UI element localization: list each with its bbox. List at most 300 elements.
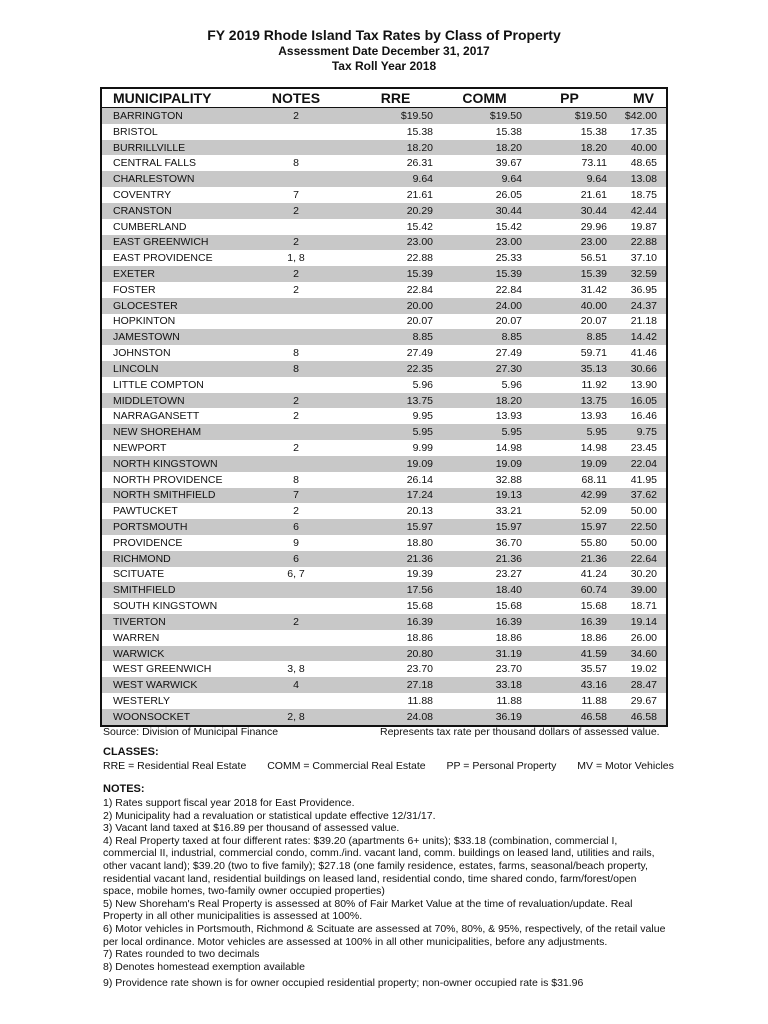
cell-comm: 22.84 — [438, 282, 527, 298]
cell-pp: 21.61 — [527, 187, 612, 203]
table-body — [102, 108, 666, 725]
table-row — [102, 345, 666, 361]
cell-pp: 43.16 — [527, 677, 612, 693]
table-row — [102, 519, 666, 535]
note-item: 5) New Shoreham's Real Property is assessed at 80% of Fair Market Value at the time of revaluation/update. Real Property in all other municipalities is assessed at 100%. — [103, 897, 633, 923]
cell-municipality: NEWPORT — [102, 440, 251, 456]
table-row — [102, 661, 666, 677]
tax-roll-year: Tax Roll Year 2018 — [331, 59, 437, 73]
cell-pp: 30.44 — [527, 203, 612, 219]
cell-rre: 23.00 — [341, 235, 438, 251]
cell-rre: 15.68 — [341, 598, 438, 614]
cell-mv: 39.00 — [612, 582, 666, 598]
cell-municipality: JAMESTOWN — [102, 329, 251, 345]
cell-rre: 20.00 — [341, 298, 438, 314]
cell-mv: 48.65 — [612, 155, 666, 171]
cell-comm: 30.44 — [438, 203, 527, 219]
cell-pp: 19.09 — [527, 456, 612, 472]
cell-municipality: LITTLE COMPTON — [102, 377, 251, 393]
cell-mv: 32.59 — [612, 266, 666, 282]
cell-mv: 28.47 — [612, 677, 666, 693]
cell-municipality: NARRAGANSETT — [102, 408, 251, 424]
cell-notes — [251, 693, 341, 709]
header-notes: NOTES — [251, 89, 341, 108]
cell-rre: 11.88 — [341, 693, 438, 709]
cell-notes — [251, 630, 341, 646]
cell-comm: 23.00 — [438, 235, 527, 251]
cell-mv: 37.10 — [612, 250, 666, 266]
cell-mv: 22.50 — [612, 519, 666, 535]
cell-comm: 33.21 — [438, 503, 527, 519]
header-pp: PP — [527, 89, 612, 108]
cell-municipality: CHARLESTOWN — [102, 171, 251, 187]
cell-notes: 2, 8 — [251, 709, 341, 725]
cell-comm: 18.40 — [438, 582, 527, 598]
cell-pp: 73.11 — [527, 155, 612, 171]
cell-notes: 6 — [251, 551, 341, 567]
cell-mv: 16.05 — [612, 393, 666, 409]
cell-comm: $19.50 — [438, 108, 527, 124]
cell-rre: 18.80 — [341, 535, 438, 551]
cell-comm: 36.19 — [438, 709, 527, 725]
table-row — [102, 171, 666, 187]
header-municipality: MUNICIPALITY — [102, 89, 251, 108]
cell-pp: 13.93 — [527, 408, 612, 424]
cell-comm: 19.09 — [438, 456, 527, 472]
cell-notes: 6, 7 — [251, 567, 341, 583]
cell-comm: 25.33 — [438, 250, 527, 266]
cell-pp: 55.80 — [527, 535, 612, 551]
cell-rre: 16.39 — [341, 614, 438, 630]
table-row — [102, 329, 666, 345]
cell-rre: 17.56 — [341, 582, 438, 598]
cell-pp: 23.00 — [527, 235, 612, 251]
header-comm: COMM — [438, 89, 527, 108]
cell-pp: 41.24 — [527, 567, 612, 583]
cell-pp: 52.09 — [527, 503, 612, 519]
table-row — [102, 155, 666, 171]
cell-rre: 15.42 — [341, 219, 438, 235]
cell-municipality: WARREN — [102, 630, 251, 646]
cell-rre: 18.86 — [341, 630, 438, 646]
cell-mv: 30.20 — [612, 567, 666, 583]
cell-notes: 2 — [251, 440, 341, 456]
table-row — [102, 408, 666, 424]
cell-rre: 20.13 — [341, 503, 438, 519]
cell-comm: 18.86 — [438, 630, 527, 646]
cell-pp: 21.36 — [527, 551, 612, 567]
table-row — [102, 361, 666, 377]
cell-pp: 46.58 — [527, 709, 612, 725]
cell-municipality: BURRILLVILLE — [102, 140, 251, 156]
cell-mv: 19.14 — [612, 614, 666, 630]
cell-municipality: CRANSTON — [102, 203, 251, 219]
tax-rate-table — [100, 87, 668, 727]
table-row — [102, 503, 666, 519]
cell-municipality: COVENTRY — [102, 187, 251, 203]
cell-rre: 9.95 — [341, 408, 438, 424]
cell-municipality: HOPKINTON — [102, 314, 251, 330]
table-row — [102, 235, 666, 251]
cell-notes: 2 — [251, 393, 341, 409]
table-row — [102, 219, 666, 235]
table-row — [102, 677, 666, 693]
cell-notes: 9 — [251, 535, 341, 551]
cell-pp: 18.86 — [527, 630, 612, 646]
page-title: FY 2019 Rhode Island Tax Rates by Class of Property — [207, 27, 561, 43]
cell-mv: 36.95 — [612, 282, 666, 298]
cell-rre: 26.31 — [341, 155, 438, 171]
table-row — [102, 567, 666, 583]
table-row — [102, 693, 666, 709]
cell-mv: 22.88 — [612, 235, 666, 251]
cell-comm: 39.67 — [438, 155, 527, 171]
cell-comm: 36.70 — [438, 535, 527, 551]
cell-rre: 9.99 — [341, 440, 438, 456]
cell-mv: 41.95 — [612, 472, 666, 488]
cell-mv: 50.00 — [612, 535, 666, 551]
cell-rre: 20.29 — [341, 203, 438, 219]
cell-pp: 31.42 — [527, 282, 612, 298]
cell-mv: 41.46 — [612, 345, 666, 361]
cell-mv: 37.62 — [612, 488, 666, 504]
cell-municipality: GLOCESTER — [102, 298, 251, 314]
cell-mv: 24.37 — [612, 298, 666, 314]
cell-mv: 34.60 — [612, 646, 666, 662]
cell-mv: 9.75 — [612, 424, 666, 440]
cell-comm: 8.85 — [438, 329, 527, 345]
cell-pp: 68.11 — [527, 472, 612, 488]
table-row — [102, 314, 666, 330]
cell-comm: 20.07 — [438, 314, 527, 330]
table-row — [102, 614, 666, 630]
cell-comm: 21.36 — [438, 551, 527, 567]
cell-mv: 21.18 — [612, 314, 666, 330]
cell-pp: 29.96 — [527, 219, 612, 235]
cell-rre: 18.20 — [341, 140, 438, 156]
cell-municipality: NEW SHOREHAM — [102, 424, 251, 440]
cell-mv: 13.08 — [612, 171, 666, 187]
cell-pp: 18.20 — [527, 140, 612, 156]
header-mv: MV — [612, 89, 666, 108]
table-row — [102, 282, 666, 298]
cell-notes: 2 — [251, 408, 341, 424]
cell-comm: 5.96 — [438, 377, 527, 393]
table-row — [102, 424, 666, 440]
cell-comm: 13.93 — [438, 408, 527, 424]
header-rre: RRE — [341, 89, 438, 108]
classes-legend — [103, 760, 703, 772]
class-mv: MV = Motor Vehicles — [577, 760, 674, 772]
cell-notes — [251, 124, 341, 140]
cell-pp: 56.51 — [527, 250, 612, 266]
cell-pp: 35.13 — [527, 361, 612, 377]
table-row — [102, 488, 666, 504]
cell-municipality: EAST GREENWICH — [102, 235, 251, 251]
source-note: Source: Division of Municipal Finance — [103, 726, 279, 738]
cell-pp: 13.75 — [527, 393, 612, 409]
class-pp: PP = Personal Property — [446, 760, 557, 772]
cell-notes: 7 — [251, 488, 341, 504]
cell-comm: 27.30 — [438, 361, 527, 377]
cell-notes — [251, 140, 341, 156]
cell-notes — [251, 314, 341, 330]
cell-comm: 15.97 — [438, 519, 527, 535]
cell-mv: 19.02 — [612, 661, 666, 677]
note-item: 2) Municipality had a revaluation or statistical update effective 12/31/17. — [103, 809, 436, 822]
cell-comm: 15.39 — [438, 266, 527, 282]
cell-pp: 15.39 — [527, 266, 612, 282]
cell-rre: 21.61 — [341, 187, 438, 203]
note-item: 8) Denotes homestead exemption available — [103, 960, 305, 973]
cell-pp: 35.57 — [527, 661, 612, 677]
classes-heading: CLASSES: — [103, 746, 159, 758]
cell-rre: 20.07 — [341, 314, 438, 330]
cell-municipality: BRISTOL — [102, 124, 251, 140]
cell-mv: 50.00 — [612, 503, 666, 519]
cell-notes — [251, 598, 341, 614]
cell-rre: 19.39 — [341, 567, 438, 583]
cell-comm: 33.18 — [438, 677, 527, 693]
cell-municipality: BARRINGTON — [102, 108, 251, 124]
cell-rre: 8.85 — [341, 329, 438, 345]
cell-notes: 8 — [251, 472, 341, 488]
cell-comm: 19.13 — [438, 488, 527, 504]
table-row — [102, 140, 666, 156]
cell-pp: 15.97 — [527, 519, 612, 535]
cell-notes: 8 — [251, 345, 341, 361]
cell-rre: 24.08 — [341, 709, 438, 725]
cell-notes: 8 — [251, 155, 341, 171]
cell-pp: 41.59 — [527, 646, 612, 662]
cell-pp: 15.68 — [527, 598, 612, 614]
cell-comm: 18.20 — [438, 140, 527, 156]
table-row — [102, 440, 666, 456]
cell-notes — [251, 329, 341, 345]
cell-municipality: CENTRAL FALLS — [102, 155, 251, 171]
note-item: 9) Providence rate shown is for owner occupied residential property; non-owner occupied rate is $31.96 — [103, 977, 584, 990]
table-row — [102, 646, 666, 662]
cell-rre: 23.70 — [341, 661, 438, 677]
table-row — [102, 250, 666, 266]
cell-pp: 59.71 — [527, 345, 612, 361]
cell-notes: 2 — [251, 203, 341, 219]
cell-rre: 22.88 — [341, 250, 438, 266]
cell-rre: 5.96 — [341, 377, 438, 393]
cell-notes — [251, 377, 341, 393]
cell-comm: 9.64 — [438, 171, 527, 187]
cell-comm: 14.98 — [438, 440, 527, 456]
cell-rre: 21.36 — [341, 551, 438, 567]
cell-notes: 1, 8 — [251, 250, 341, 266]
cell-mv: 26.00 — [612, 630, 666, 646]
cell-rre: 9.64 — [341, 171, 438, 187]
table-header-row — [102, 89, 666, 108]
cell-notes: 2 — [251, 266, 341, 282]
table-row — [102, 393, 666, 409]
cell-municipality: WEST GREENWICH — [102, 661, 251, 677]
cell-pp: 5.95 — [527, 424, 612, 440]
table-row — [102, 203, 666, 219]
cell-municipality: PAWTUCKET — [102, 503, 251, 519]
cell-municipality: JOHNSTON — [102, 345, 251, 361]
cell-mv: 30.66 — [612, 361, 666, 377]
cell-pp: 11.92 — [527, 377, 612, 393]
cell-comm: 32.88 — [438, 472, 527, 488]
cell-rre: 15.97 — [341, 519, 438, 535]
cell-rre: 22.35 — [341, 361, 438, 377]
title-block — [0, 27, 768, 74]
cell-notes: 2 — [251, 614, 341, 630]
cell-municipality: LINCOLN — [102, 361, 251, 377]
cell-municipality: WESTERLY — [102, 693, 251, 709]
cell-comm: 15.38 — [438, 124, 527, 140]
cell-pp: 11.88 — [527, 693, 612, 709]
cell-notes: 3, 8 — [251, 661, 341, 677]
cell-municipality: EXETER — [102, 266, 251, 282]
cell-mv: 14.42 — [612, 329, 666, 345]
cell-municipality: MIDDLETOWN — [102, 393, 251, 409]
cell-rre: 20.80 — [341, 646, 438, 662]
cell-notes: 7 — [251, 187, 341, 203]
cell-mv: 40.00 — [612, 140, 666, 156]
cell-municipality: WARWICK — [102, 646, 251, 662]
cell-mv: 22.04 — [612, 456, 666, 472]
note-item: 6) Motor vehicles in Portsmouth, Richmond & Scituate are assessed at 70%, 80%, & 95%, respectively, of the retail value per local ordinance. Motor vehicles are assessed at 100% in all other municipalities, before any adjustments. — [103, 922, 666, 948]
cell-pp: 16.39 — [527, 614, 612, 630]
table-row — [102, 598, 666, 614]
table-row — [102, 582, 666, 598]
cell-rre: 17.24 — [341, 488, 438, 504]
cell-comm: 15.42 — [438, 219, 527, 235]
table-row — [102, 456, 666, 472]
cell-notes — [251, 424, 341, 440]
cell-comm: 18.20 — [438, 393, 527, 409]
assessment-date: Assessment Date December 31, 2017 — [278, 44, 490, 58]
cell-mv: 23.45 — [612, 440, 666, 456]
cell-comm: 5.95 — [438, 424, 527, 440]
table-row — [102, 266, 666, 282]
table-row — [102, 108, 666, 124]
cell-comm: 31.19 — [438, 646, 527, 662]
cell-municipality: SMITHFIELD — [102, 582, 251, 598]
cell-pp: 14.98 — [527, 440, 612, 456]
cell-mv: $42.00 — [612, 108, 666, 124]
cell-municipality: SCITUATE — [102, 567, 251, 583]
cell-municipality: RICHMOND — [102, 551, 251, 567]
cell-pp: $19.50 — [527, 108, 612, 124]
cell-pp: 8.85 — [527, 329, 612, 345]
rate-explanation: Represents tax rate per thousand dollars of assessed value. — [380, 726, 660, 738]
cell-municipality: TIVERTON — [102, 614, 251, 630]
cell-comm: 26.05 — [438, 187, 527, 203]
table-row — [102, 187, 666, 203]
cell-pp: 60.74 — [527, 582, 612, 598]
cell-mv: 19.87 — [612, 219, 666, 235]
cell-mv: 42.44 — [612, 203, 666, 219]
cell-rre: $19.50 — [341, 108, 438, 124]
cell-rre: 27.18 — [341, 677, 438, 693]
cell-rre: 27.49 — [341, 345, 438, 361]
cell-municipality: WOONSOCKET — [102, 709, 251, 725]
cell-municipality: WEST WARWICK — [102, 677, 251, 693]
cell-rre: 5.95 — [341, 424, 438, 440]
cell-notes — [251, 646, 341, 662]
note-item: 7) Rates rounded to two decimals — [103, 948, 260, 961]
note-item: 3) Vacant land taxed at $16.89 per thousand of assessed value. — [103, 822, 400, 835]
table-row — [102, 298, 666, 314]
cell-notes — [251, 582, 341, 598]
class-comm: COMM = Commercial Real Estate — [267, 760, 426, 772]
cell-mv: 22.64 — [612, 551, 666, 567]
cell-notes: 8 — [251, 361, 341, 377]
cell-notes: 2 — [251, 282, 341, 298]
cell-rre: 22.84 — [341, 282, 438, 298]
cell-pp: 15.38 — [527, 124, 612, 140]
cell-mv: 18.75 — [612, 187, 666, 203]
cell-municipality: NORTH KINGSTOWN — [102, 456, 251, 472]
cell-municipality: PORTSMOUTH — [102, 519, 251, 535]
cell-pp: 42.99 — [527, 488, 612, 504]
cell-rre: 15.38 — [341, 124, 438, 140]
cell-mv: 13.90 — [612, 377, 666, 393]
cell-mv: 17.35 — [612, 124, 666, 140]
cell-notes: 2 — [251, 108, 341, 124]
table-row — [102, 630, 666, 646]
cell-rre: 19.09 — [341, 456, 438, 472]
class-rre: RRE = Residential Real Estate — [103, 760, 247, 772]
cell-notes: 2 — [251, 503, 341, 519]
cell-municipality: EAST PROVIDENCE — [102, 250, 251, 266]
table-row — [102, 551, 666, 567]
cell-notes — [251, 456, 341, 472]
cell-mv: 16.46 — [612, 408, 666, 424]
cell-notes — [251, 219, 341, 235]
cell-notes — [251, 298, 341, 314]
cell-comm: 24.00 — [438, 298, 527, 314]
cell-pp: 40.00 — [527, 298, 612, 314]
cell-pp: 20.07 — [527, 314, 612, 330]
cell-municipality: FOSTER — [102, 282, 251, 298]
cell-comm: 16.39 — [438, 614, 527, 630]
cell-comm: 15.68 — [438, 598, 527, 614]
notes-list — [103, 797, 668, 990]
cell-comm: 11.88 — [438, 693, 527, 709]
cell-municipality: NORTH PROVIDENCE — [102, 472, 251, 488]
note-item: 4) Real Property taxed at four different rates: $39.20 (apartments 6+ units); $33.18 (combination, commercial I, commercial II, industrial, commercial condo, comm./ind. vacant land, comm. buildings on leased land, utilities and rails, other vacant land); $39.20 (two to five family); $27.18 (one family residence, estates, farms, seasonal/beach property, residential vacant land, residential buildings on leased land, residential condo, time shared condo, farm/forest/open space, mobile homes, two-family owner occupied properties) — [103, 834, 655, 898]
cell-pp: 9.64 — [527, 171, 612, 187]
table-row — [102, 535, 666, 551]
cell-notes — [251, 171, 341, 187]
cell-rre: 15.39 — [341, 266, 438, 282]
cell-mv: 46.58 — [612, 709, 666, 725]
cell-municipality: PROVIDENCE — [102, 535, 251, 551]
table-row — [102, 709, 666, 725]
table-row — [102, 377, 666, 393]
cell-notes: 2 — [251, 235, 341, 251]
cell-notes: 4 — [251, 677, 341, 693]
cell-mv: 29.67 — [612, 693, 666, 709]
cell-rre: 13.75 — [341, 393, 438, 409]
cell-comm: 27.49 — [438, 345, 527, 361]
cell-notes: 6 — [251, 519, 341, 535]
table-row — [102, 124, 666, 140]
cell-comm: 23.70 — [438, 661, 527, 677]
cell-comm: 23.27 — [438, 567, 527, 583]
table-row — [102, 472, 666, 488]
note-item: 1) Rates support fiscal year 2018 for East Providence. — [103, 797, 355, 809]
notes-heading: NOTES: — [103, 783, 145, 795]
